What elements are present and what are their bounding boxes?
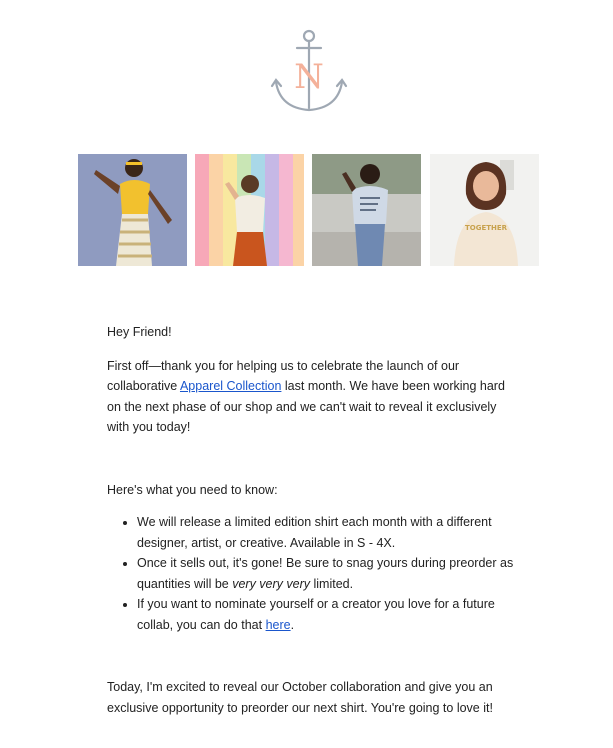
intro-text-after: last month. We have been working hard on the next phase of our shop and we can't wait to reveal it exclusively with you today! xyxy=(107,379,505,434)
bullet-1-text: We will release a limited edition shirt each month with a different designer, artist, or creative. Available in S - 4X. xyxy=(137,515,492,550)
logo-letter: N xyxy=(294,57,324,97)
photo-rainbow-wall-woman[interactable] xyxy=(195,154,304,266)
intro-paragraph xyxy=(107,356,517,438)
anchor-icon xyxy=(270,28,348,116)
intro-text: First off—thank you for helping us to celebrate the launch of our collaborative xyxy=(107,358,460,393)
photo-street-woman[interactable] xyxy=(312,154,421,266)
photo-together-shirt-woman[interactable] xyxy=(430,154,539,266)
greeting: Hey Friend! xyxy=(107,325,172,339)
email-body xyxy=(107,322,517,718)
bullet-3-text: If you want to nominate yourself or a creator you love for a future collab, you can do that xyxy=(137,597,495,632)
info-list xyxy=(107,512,517,635)
photo-strip xyxy=(78,154,539,266)
list-item xyxy=(137,512,517,553)
shirt-text: TOGETHER xyxy=(464,224,508,232)
list-item xyxy=(137,553,517,594)
closing-paragraph: Today, I'm excited to reveal our October collaboration and give you an exclusive opportunity to preorder our next shirt. You're going to love it! xyxy=(107,680,493,715)
apparel-collection-link[interactable]: Apparel Collection xyxy=(179,379,282,393)
list-item xyxy=(137,594,517,635)
nominate-here-link[interactable]: here xyxy=(265,617,291,632)
need-to-know-heading: Here's what you need to know: xyxy=(107,482,278,497)
bullet-2-emphasis: very very very xyxy=(232,576,310,591)
photo-yellow-shirt-woman[interactable] xyxy=(78,154,187,266)
bullet-2-text-after: limited. xyxy=(310,576,354,591)
bullet-2-text: Once it sells out, it's gone! Be sure to snag yours during preorder as quantities will be xyxy=(137,556,514,591)
brand-logo xyxy=(270,28,348,116)
bullet-3-text-after: . xyxy=(290,617,295,632)
